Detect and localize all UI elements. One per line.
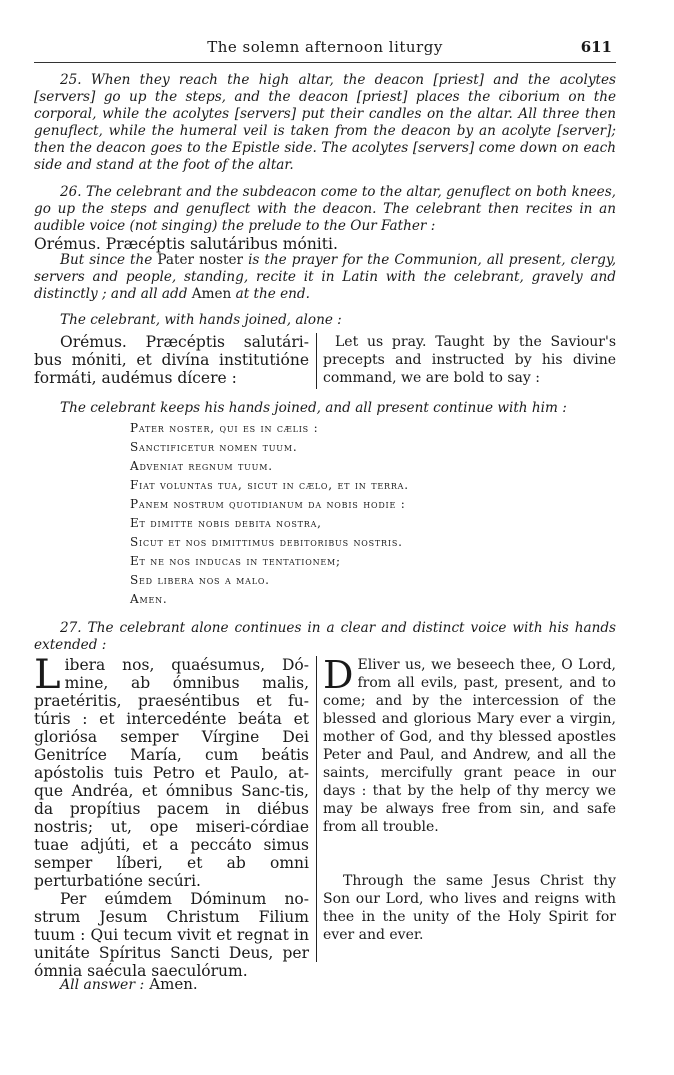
pater-noster-prayer (130, 419, 610, 609)
oremus-columns (34, 333, 616, 393)
page-number: 611 (580, 38, 612, 56)
section-26 (34, 184, 616, 253)
libera-english-column (316, 653, 616, 962)
section-27 (34, 620, 616, 654)
libera-latin-column (34, 652, 309, 980)
latin-prelude: Orémus. Præcéptis salutáribus móniti. (34, 235, 338, 253)
all-answer (60, 974, 360, 994)
rubric-25: 25. When they reach the high altar, the deacon [priest] and the acolytes [servers] go up the steps, and the deacon [priest] places the ciborium on the corporal, while the acolytes [servers] put their candles on the altar. All three then genuflect, while the humeral veil is taken from the deacon by an acolyte [server]; then the deacon goes to the Epistle side. The acolytes [servers] come down on each side and stand at the foot of the altar. (34, 72, 616, 173)
rubric-27: 27. The celebrant alone continues in a clear and distinct voice with his hands extended : (34, 620, 616, 653)
drop-cap-l: L (34, 652, 61, 698)
page-title: The solemn afternoon liturgy (207, 38, 443, 56)
note-amen: Amen (191, 286, 232, 302)
note-pater-noster: Pater noster (157, 252, 243, 268)
prayer-line: Sed libera nos a malo. (130, 573, 270, 587)
note-part-e: at the end. (235, 286, 310, 302)
all-answer-amen: Amen. (149, 975, 198, 993)
hands-joined-rubric: The celebrant, with hands joined, alone : (60, 312, 342, 328)
note-part-a: But since the (60, 252, 153, 268)
oremus-english: Let us pray. Taught by the Saviour's precepts and instructed by his divine command, we are bold to say : (316, 333, 616, 389)
section-25 (34, 72, 616, 174)
libera-english: Eliver us, we beseech thee, O Lord, from all evils, past, present, and to come; and by the intercession of the blessed and glorious Mary ever a virgin, mother of God, and thy blessed apostles Peter and Paul, and Andrew, and all the saints, mercifully grant peace in our days : that by the help of thy mercy we may be always free from sin, and safe from all trouble. (323, 657, 616, 835)
prayer-line: Pater noster, qui es in cælis : (130, 421, 319, 435)
all-answer-label: All answer : (60, 977, 145, 993)
libera-columns (34, 652, 616, 980)
oremus-latin: Orémus. Præcéptis salutári-bus móniti, et divína institutióne formáti, audémus dícere : (34, 333, 309, 387)
libera-latin: ibera nos, quaésumus, Dó-mine, ab ómnibus malis, praetéritis, praeséntibus et fu-túris : et intercedénte beáta et gloriósa semper Vírgine Dei Genitríce María, cum beátis apóstolis tuis Petro et Paulo, at-que Andréa, et ómnibus Sanc-tis, da propítius pacem in diébus nostris; ut, ope miseri-córdiae tuae adjúti, et a peccáto simus semper líberi, et ab omni perturbatióne secúri. (34, 656, 309, 890)
prayer-line: Sicut et nos dimittimus debitoribus nostris. (130, 535, 403, 549)
running-header (34, 38, 616, 63)
note-part-c: is the prayer for the Communion, all present, clergy, servers and people, standing, recite it in Latin with the celebrant, gravely and distinctly ; and all add (34, 252, 617, 302)
prayer-line: Adveniat regnum tuum. (130, 459, 273, 473)
per-eumdem-english: Through the same Jesus Christ thy Son our Lord, who lives and reigns with thee in the unity of the Holy Spirit for ever and ever. (323, 873, 616, 943)
prayer-line: Et dimitte nobis debita nostra, (130, 516, 322, 530)
pater-rubric: The celebrant keeps his hands joined, and all present continue with him : (60, 400, 567, 416)
rubric-26: 26. The celebrant and the subdeacon come to the altar, genuflect on both knees, go up the steps and genuflect with the deacon. The celebrant then recites in an audible voice (not singing) the prelude to the Our Father : (34, 184, 616, 234)
prayer-line: Panem nostrum quotidianum da nobis hodie : (130, 497, 406, 511)
per-eumdem-latin: Per eúmdem Dóminum no-strum Jesum Christum Filium tuum : Qui tecum vivit et regnat in unitáte Spíritus Sancti Deus, per ómnia saécula saeculórum. (34, 890, 309, 980)
drop-cap-d: D (323, 653, 354, 697)
prayer-line: Amen. (130, 592, 168, 606)
prayer-line: Sanctificetur nomen tuum. (130, 440, 298, 454)
prayer-line: Fiat voluntas tua, sicut in cælo, et in terra. (130, 478, 409, 492)
pater-noster-note (34, 252, 616, 303)
prayer-line: Et ne nos inducas in tentationem; (130, 554, 341, 568)
